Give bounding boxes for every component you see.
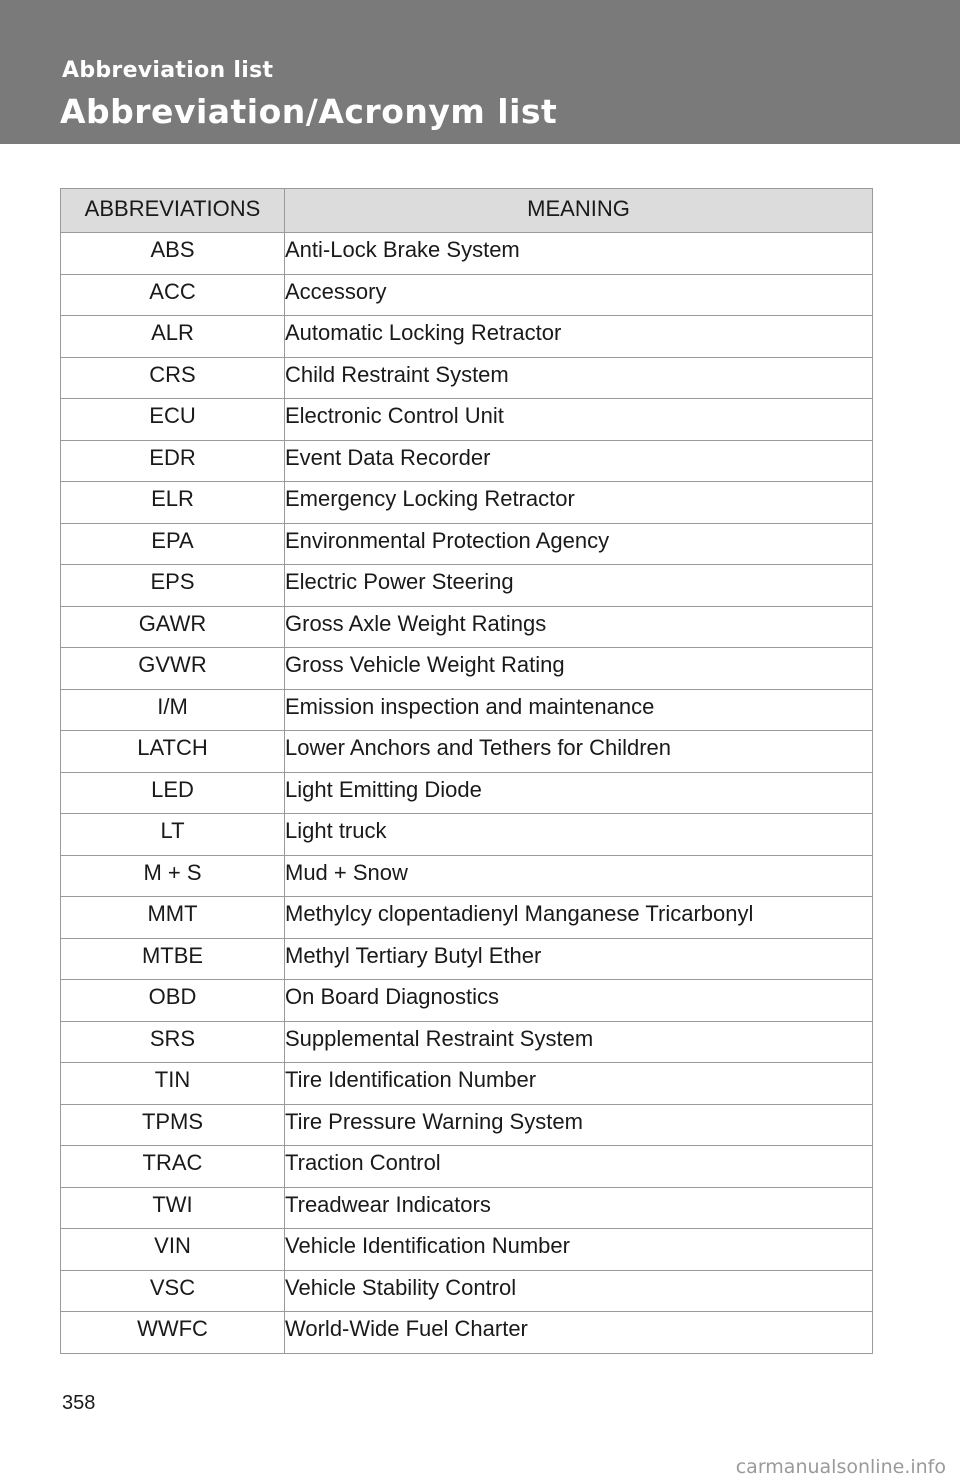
table-row xyxy=(61,316,873,358)
meaning-cell: Methyl Tertiary Butyl Ether xyxy=(285,938,873,980)
meaning-cell: Automatic Locking Retractor xyxy=(285,316,873,358)
meaning-cell: Child Restraint System xyxy=(285,357,873,399)
abbreviation-cell: CRS xyxy=(61,357,285,399)
meaning-cell: On Board Diagnostics xyxy=(285,980,873,1022)
abbreviation-cell: ABS xyxy=(61,233,285,275)
meaning-cell: Treadwear Indicators xyxy=(285,1187,873,1229)
meaning-cell: Traction Control xyxy=(285,1146,873,1188)
table-row xyxy=(61,938,873,980)
table-row xyxy=(61,399,873,441)
abbreviation-cell: GVWR xyxy=(61,648,285,690)
table-row xyxy=(61,855,873,897)
abbreviation-cell: LED xyxy=(61,772,285,814)
abbreviation-cell: I/M xyxy=(61,689,285,731)
table-row xyxy=(61,482,873,524)
abbreviation-cell: EPS xyxy=(61,565,285,607)
abbreviation-table xyxy=(60,188,873,1354)
abbreviation-cell: WWFC xyxy=(61,1312,285,1354)
column-header-abbreviations: ABBREVIATIONS xyxy=(61,189,285,233)
abbreviation-cell: LATCH xyxy=(61,731,285,773)
meaning-cell: Tire Identification Number xyxy=(285,1063,873,1105)
abbreviation-cell: EPA xyxy=(61,523,285,565)
page-header xyxy=(0,0,960,144)
table-row xyxy=(61,440,873,482)
meaning-cell: World-Wide Fuel Charter xyxy=(285,1312,873,1354)
meaning-cell: Gross Vehicle Weight Rating xyxy=(285,648,873,690)
meaning-cell: Environmental Protection Agency xyxy=(285,523,873,565)
abbreviation-cell: MMT xyxy=(61,897,285,939)
abbreviation-cell: TRAC xyxy=(61,1146,285,1188)
table-row xyxy=(61,1270,873,1312)
table-row xyxy=(61,689,873,731)
meaning-cell: Emission inspection and maintenance xyxy=(285,689,873,731)
meaning-cell: Gross Axle Weight Ratings xyxy=(285,606,873,648)
meaning-cell: Supplemental Restraint System xyxy=(285,1021,873,1063)
abbreviation-cell: TIN xyxy=(61,1063,285,1105)
meaning-cell: Emergency Locking Retractor xyxy=(285,482,873,524)
table-row xyxy=(61,1104,873,1146)
table-row xyxy=(61,1146,873,1188)
abbreviation-cell: M + S xyxy=(61,855,285,897)
table-row xyxy=(61,772,873,814)
table-row xyxy=(61,814,873,856)
column-header-meaning: MEANING xyxy=(285,189,873,233)
abbreviation-cell: LT xyxy=(61,814,285,856)
abbreviation-cell: MTBE xyxy=(61,938,285,980)
table-row xyxy=(61,523,873,565)
meaning-cell: Vehicle Stability Control xyxy=(285,1270,873,1312)
meaning-cell: Methylcy clopentadienyl Manganese Tricarbonyl xyxy=(285,897,873,939)
meaning-cell: Mud + Snow xyxy=(285,855,873,897)
abbreviation-cell: ACC xyxy=(61,274,285,316)
abbreviation-cell: TPMS xyxy=(61,1104,285,1146)
abbreviation-cell: EDR xyxy=(61,440,285,482)
abbreviation-cell: VIN xyxy=(61,1229,285,1271)
abbreviation-cell: TWI xyxy=(61,1187,285,1229)
section-label: Abbreviation list xyxy=(62,58,274,83)
meaning-cell: Electronic Control Unit xyxy=(285,399,873,441)
watermark: carmanualsonline.info xyxy=(735,1456,946,1478)
abbreviation-cell: OBD xyxy=(61,980,285,1022)
table-row xyxy=(61,1229,873,1271)
abbreviation-cell: GAWR xyxy=(61,606,285,648)
table-row xyxy=(61,606,873,648)
table-row xyxy=(61,1021,873,1063)
table-row xyxy=(61,565,873,607)
meaning-cell: Lower Anchors and Tethers for Children xyxy=(285,731,873,773)
meaning-cell: Light Emitting Diode xyxy=(285,772,873,814)
abbreviation-cell: ELR xyxy=(61,482,285,524)
page-number: 358 xyxy=(62,1392,96,1414)
table-row xyxy=(61,357,873,399)
table-row xyxy=(61,897,873,939)
table-body xyxy=(61,233,873,1354)
abbreviation-cell: ALR xyxy=(61,316,285,358)
table-row xyxy=(61,648,873,690)
table-row xyxy=(61,274,873,316)
table-row xyxy=(61,1063,873,1105)
abbreviation-cell: ECU xyxy=(61,399,285,441)
meaning-cell: Electric Power Steering xyxy=(285,565,873,607)
table-row xyxy=(61,980,873,1022)
table-header-row xyxy=(61,189,873,233)
abbreviation-cell: VSC xyxy=(61,1270,285,1312)
table-row xyxy=(61,1187,873,1229)
meaning-cell: Tire Pressure Warning System xyxy=(285,1104,873,1146)
meaning-cell: Anti-Lock Brake System xyxy=(285,233,873,275)
page-title: Abbreviation/Acronym list xyxy=(60,92,558,131)
table-row xyxy=(61,233,873,275)
abbreviation-cell: SRS xyxy=(61,1021,285,1063)
meaning-cell: Light truck xyxy=(285,814,873,856)
meaning-cell: Accessory xyxy=(285,274,873,316)
meaning-cell: Vehicle Identification Number xyxy=(285,1229,873,1271)
meaning-cell: Event Data Recorder xyxy=(285,440,873,482)
table-row xyxy=(61,731,873,773)
table-row xyxy=(61,1312,873,1354)
